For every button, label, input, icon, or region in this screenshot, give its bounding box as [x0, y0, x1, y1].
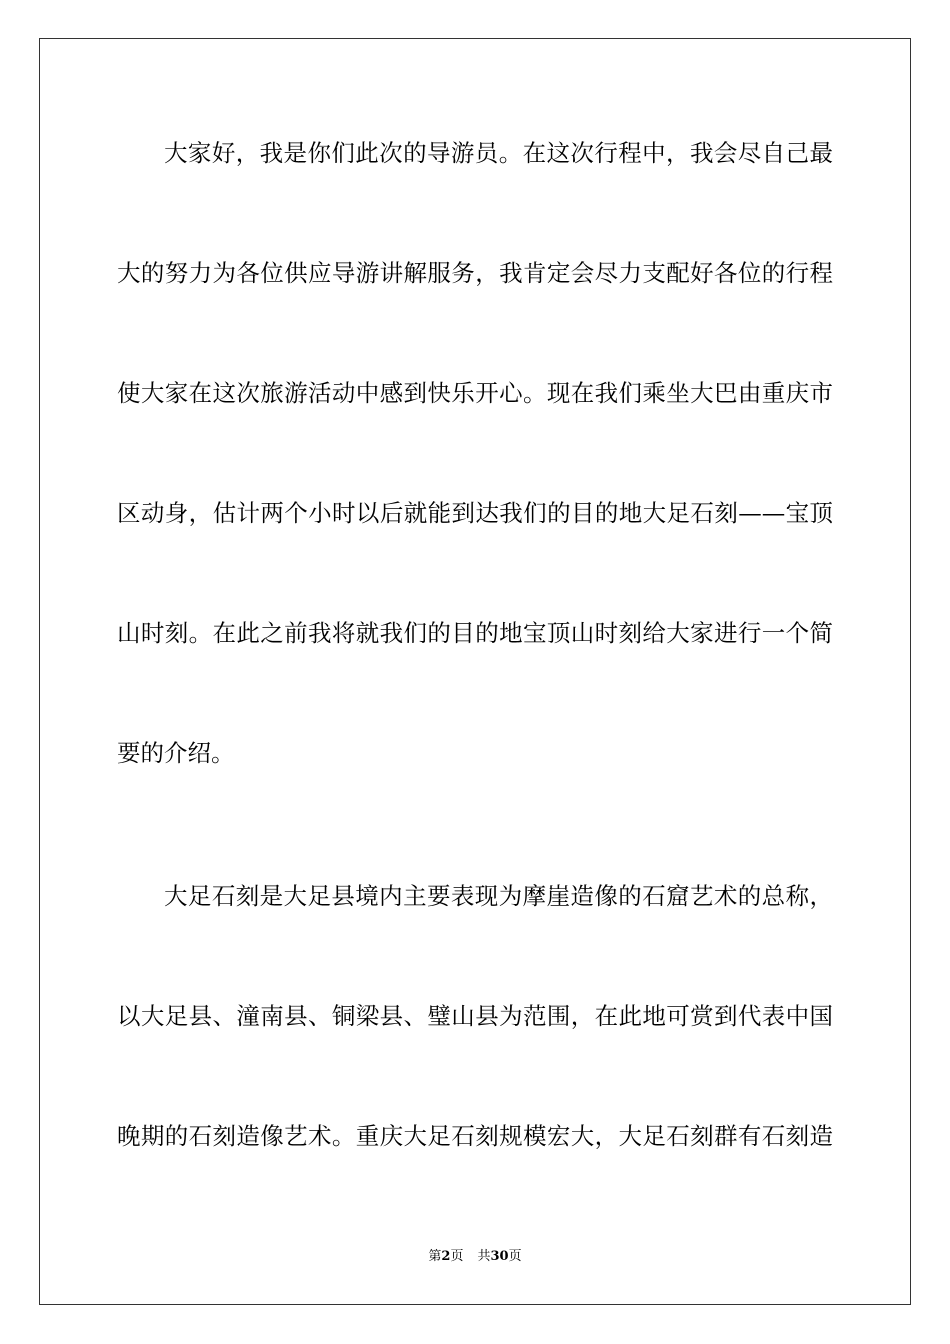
body-line-3: 使大家在这次旅游活动中感到快乐开心。现在我们乘坐大巴由重庆市 — [117, 379, 833, 407]
body-line-9: 晚期的石刻造像艺术。重庆大足石刻规模宏大，大足石刻群有石刻造 — [117, 1122, 833, 1150]
page-frame — [39, 38, 911, 1305]
body-line-7: 大足石刻是大足县境内主要表现为摩崖造像的石窟艺术的总称， — [164, 882, 833, 910]
body-line-4: 区动身，估计两个小时以后就能到达我们的目的地大足石刻——宝顶 — [117, 499, 833, 527]
page-footer — [0, 1247, 950, 1267]
total-suffix: 页 — [508, 1249, 522, 1264]
page-number: 2 — [441, 1249, 451, 1264]
body-line-5: 山时刻。在此之前我将就我们的目的地宝顶山时刻给大家进行一个简 — [117, 619, 833, 647]
total-prefix: 共 — [477, 1249, 491, 1264]
page-suffix: 页 — [450, 1249, 464, 1264]
page-prefix: 第 — [428, 1249, 442, 1264]
body-line-8: 以大足县、潼南县、铜梁县、璧山县为范围，在此地可赏到代表中国 — [117, 1002, 833, 1030]
body-line-1: 大家好，我是你们此次的导游员。在这次行程中，我会尽自己最 — [164, 139, 833, 167]
body-line-6: 要的介绍。 — [117, 739, 235, 767]
total-pages: 30 — [490, 1249, 509, 1264]
body-line-2: 大的努力为各位供应导游讲解服务，我肯定会尽力支配好各位的行程 — [117, 259, 833, 287]
